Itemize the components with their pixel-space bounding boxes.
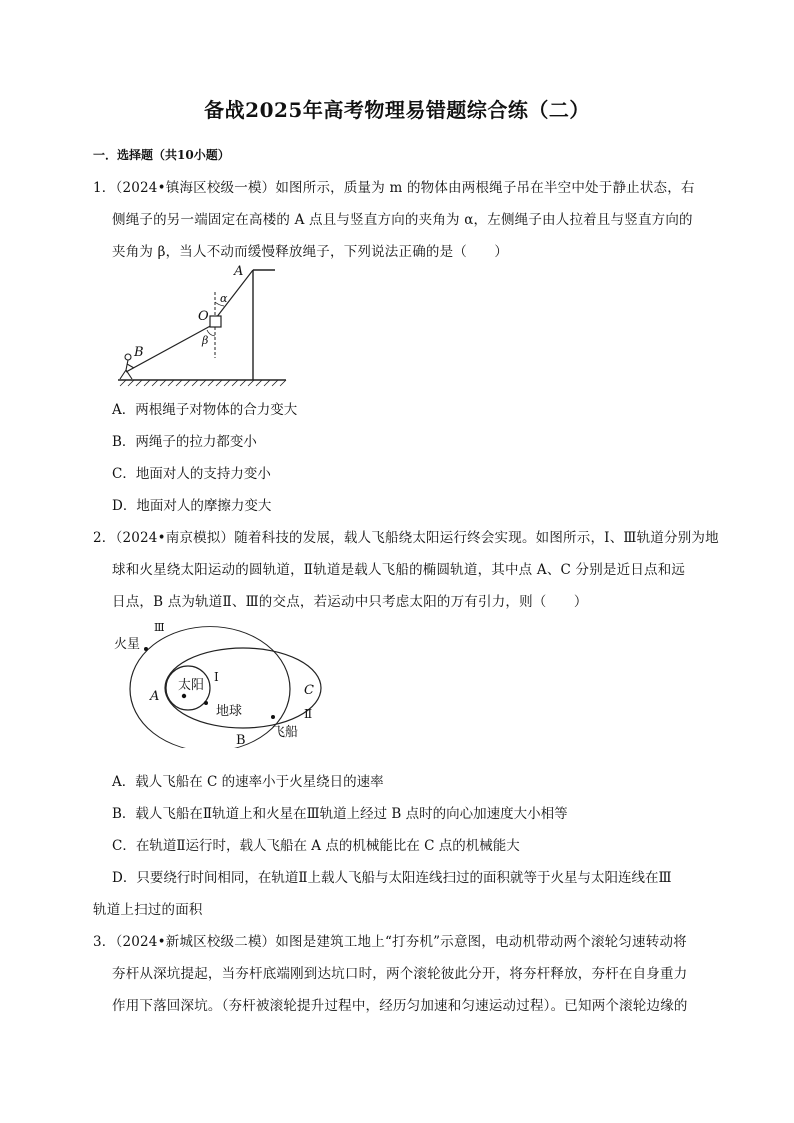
q2-option-b: B．载人飞船在Ⅱ轨道上和火星在Ⅲ轨道上经过 B 点时的向心加速度大小相等 [112, 806, 568, 822]
q2-line-2: 球和火星绕太阳运动的圆轨道，Ⅱ轨道是载人飞船的椭圆轨道，其中点 A、C 分别是近日点和远 [112, 562, 686, 578]
q1-line-3: 夹角为 β，当人不动而缓慢释放绳子，下列说法正确的是（ ） [112, 244, 509, 260]
q2-option-d: D．只要绕行时间相同，在轨道Ⅱ上载人飞船与太阳连线扫过的面积就等于火星与太阳连线在Ⅲ [112, 870, 672, 886]
q1-figure [110, 262, 295, 392]
q1-option-b: B．两绳子的拉力都变小 [112, 434, 257, 450]
q1-option-a: A．两根绳子对物体的合力变大 [112, 402, 298, 418]
q3-line-2: 夯杆从深坑提起，当夯杆底端刚到达坑口时，两个滚轮彼此分开，将夯杆释放，夯杆在自身重力 [112, 966, 688, 982]
label-C: C [304, 683, 314, 698]
q2-option-c: C．在轨道Ⅱ运行时，载人飞船在 A 点的机械能比在 C 点的机械能大 [112, 838, 520, 854]
label-A: A [150, 689, 160, 704]
q2-line-3: 日点，B 点为轨道Ⅱ、Ⅲ的交点，若运动中只考虑太阳的万有引力，则（ ） [112, 594, 588, 610]
ship-dot [271, 715, 275, 719]
q1-line-1: 1．（2024•镇海区校级一模）如图所示，质量为 m 的物体由两根绳子吊在半空中处于静止状态，右 [93, 180, 695, 196]
q1-line-2: 侧绳子的另一端固定在高楼的 A 点且与竖直方向的夹角为 α，左侧绳子由人拉着且与竖直方向的 [112, 212, 693, 228]
label-alpha: α [220, 292, 228, 305]
label-B: B [236, 733, 246, 748]
label-ship: 飞船 [272, 725, 299, 740]
label-orbit-1: Ⅰ [214, 670, 219, 684]
label-sun: 太阳 [178, 678, 205, 693]
label-orbit-2: Ⅱ [304, 707, 313, 721]
earth-dot [204, 701, 208, 705]
q2-option-a: A．载人飞船在 C 的速率小于火星绕日的速率 [112, 774, 384, 790]
person-icon [120, 354, 134, 379]
label-O: O [198, 309, 209, 324]
mars-dot [144, 647, 148, 651]
q2-figure [108, 618, 338, 748]
label-earth: 地球 [216, 704, 243, 719]
q3-line-1: 3．（2024•新城区校级二模）如图是建筑工地上“打夯机”示意图，电动机带动两个滚轮匀速转动将 [93, 934, 687, 950]
sun-dot [182, 694, 186, 698]
label-orbit-3: Ⅲ [154, 621, 165, 634]
label-mars: 火星 [114, 637, 141, 652]
q3-line-3: 作用下落回深坑。（夯杆被滚轮提升过程中，经历匀加速和匀速运动过程）。已知两个滚轮边缘的 [112, 998, 688, 1014]
label-beta: β [202, 334, 209, 347]
ground-hatch [120, 380, 286, 386]
section-heading: 一．选择题（共10小题） [93, 148, 230, 162]
label-B: B [134, 345, 144, 360]
q1-option-c: C．地面对人的支持力变小 [112, 466, 271, 482]
q2-line-1: 2．（2024•南京模拟）随着科技的发展，载人飞船绕太阳运行终会实现。如图所示，Ⅰ、Ⅲ轨道分别为地 [93, 530, 719, 546]
hanging-object [210, 316, 221, 327]
page-title: 备战2025年高考物理易错题综合练（二） [204, 98, 590, 122]
q2-option-d-continued: 轨道上扫过的面积 [93, 902, 203, 918]
label-A: A [234, 264, 244, 279]
q1-option-d: D．地面对人的摩擦力变大 [112, 498, 272, 514]
